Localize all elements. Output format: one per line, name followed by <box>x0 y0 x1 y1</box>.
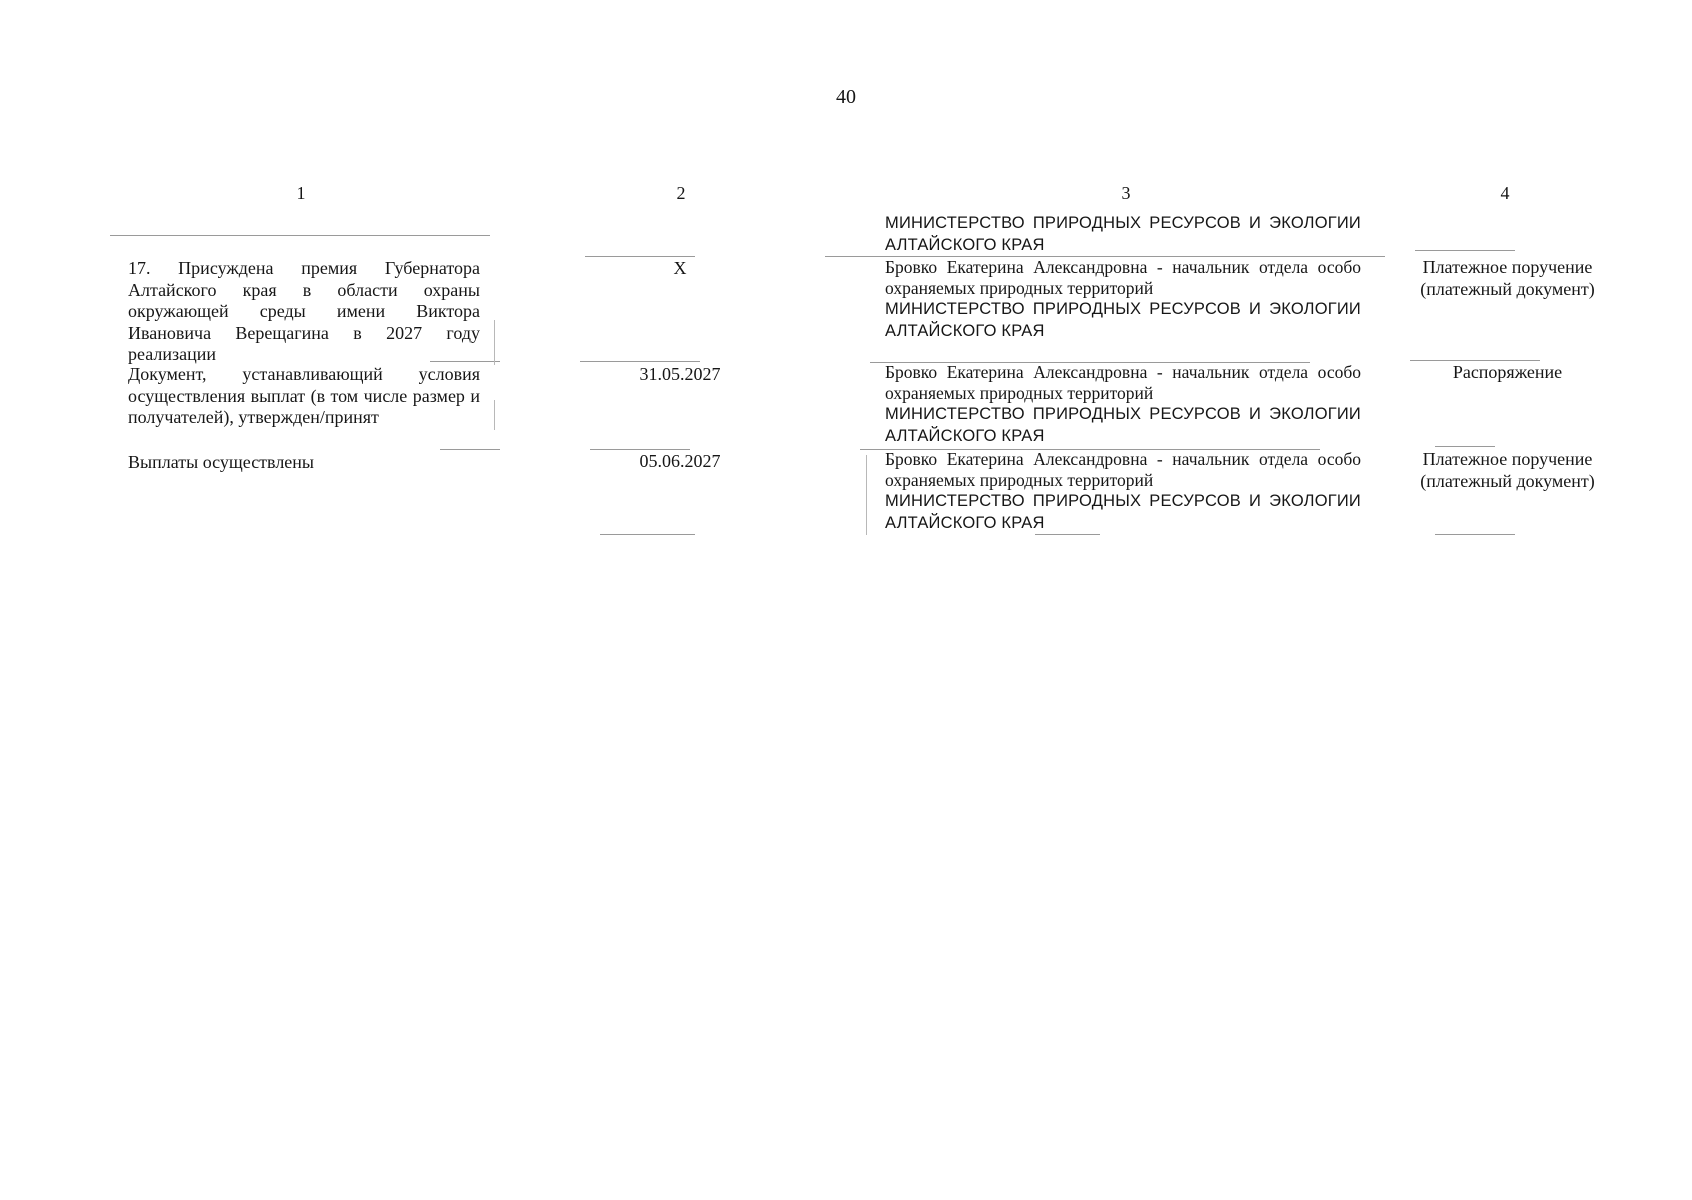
organization-cell: МИНИСТЕРСТВО ПРИРОДНЫХ РЕСУРСОВ И ЭКОЛОГИИ АЛТАЙСКОГО КРАЯ <box>885 214 1361 254</box>
table-row <box>885 213 1361 256</box>
column-header-4: 4 <box>1500 183 1510 203</box>
table-rule <box>600 534 695 535</box>
table-rule <box>585 256 695 257</box>
date-cell: 31.05.2027 <box>639 364 721 384</box>
table-rule <box>110 235 490 236</box>
document-cell: Платежное поручение (платежный документ) <box>1420 449 1595 491</box>
organization-cell: МИНИСТЕРСТВО ПРИРОДНЫХ РЕСУРСОВ И ЭКОЛОГИИ АЛТАЙСКОГО КРАЯ <box>885 405 1361 445</box>
date-cell: X <box>673 258 687 278</box>
event-cell: Документ, устанавливающий условия осуществления выплат (в том числе размер и получателей), утвержден/принят <box>128 364 480 427</box>
event-cell: Выплаты осуществлены <box>128 452 315 472</box>
column-header-1: 1 <box>296 183 306 203</box>
date-cell: 05.06.2027 <box>639 451 721 471</box>
organization-cell: МИНИСТЕРСТВО ПРИРОДНЫХ РЕСУРСОВ И ЭКОЛОГИИ АЛТАЙСКОГО КРАЯ <box>885 300 1361 340</box>
responsible-person: Бровко Екатерина Александровна - начальник отдела особо охраняемых природных территорий <box>885 449 1361 490</box>
table-rule <box>1415 250 1515 251</box>
responsible-person: Бровко Екатерина Александровна - начальник отдела особо охраняемых природных территорий <box>885 362 1361 403</box>
column-header-2: 2 <box>676 183 686 203</box>
event-cell: 17. Присуждена премия Губернатора Алтайского края в области охраны окружающей среды имени Виктора Ивановича Верещагина в 2027 году реализации <box>128 258 480 364</box>
table-rule <box>440 449 500 450</box>
table-rule <box>1410 360 1540 361</box>
column-header-3: 3 <box>1121 183 1131 203</box>
table-rule <box>494 400 495 430</box>
table-rule <box>1435 534 1515 535</box>
table-rule <box>1435 446 1495 447</box>
document-cell: Распоряжение <box>1452 362 1563 382</box>
table-rule <box>866 455 867 535</box>
document-cell: Платежное поручение (платежный документ) <box>1420 257 1595 299</box>
page-number: 40 <box>836 86 856 108</box>
responsible-cell <box>885 362 1361 447</box>
table-rule <box>1035 534 1100 535</box>
organization-cell: МИНИСТЕРСТВО ПРИРОДНЫХ РЕСУРСОВ И ЭКОЛОГИИ АЛТАЙСКОГО КРАЯ <box>885 492 1361 532</box>
responsible-cell <box>885 449 1361 534</box>
responsible-person: Бровко Екатерина Александровна - начальник отдела особо охраняемых природных территорий <box>885 257 1361 298</box>
table-rule <box>494 320 495 365</box>
table-rule <box>590 449 690 450</box>
responsible-cell <box>885 257 1361 342</box>
table-rule <box>580 361 700 362</box>
